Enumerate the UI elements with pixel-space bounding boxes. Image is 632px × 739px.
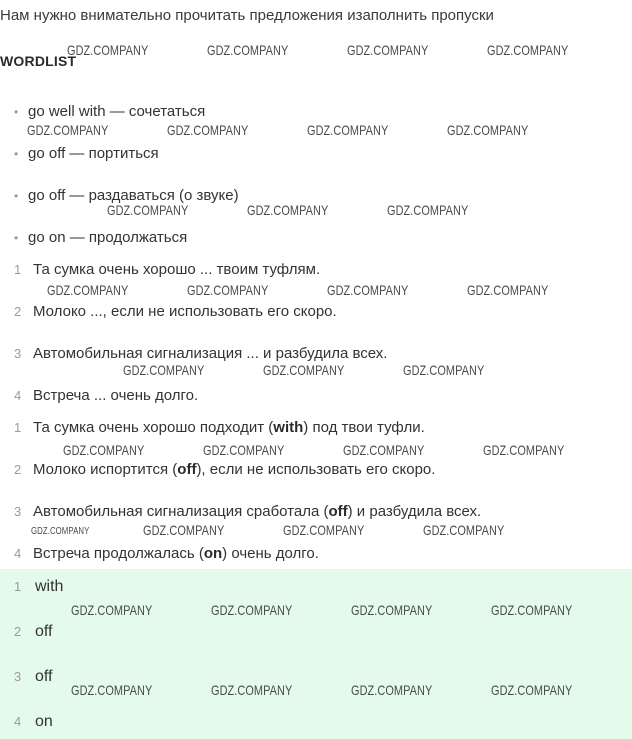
list-item [14,145,159,162]
watermark: GDZ.COMPANY [247,202,329,218]
watermark: GDZ.COMPANY [351,602,433,618]
item-text: ) и разбудила всех. [347,503,482,520]
watermark: GDZ.COMPANY [123,362,205,378]
item-text: Встреча продолжалась ( [33,545,204,562]
watermark: GDZ.COMPANY [31,526,90,537]
filled-item [14,419,425,436]
watermark: GDZ.COMPANY [447,122,529,138]
watermark: GDZ.COMPANY [107,202,189,218]
answer-item [14,713,53,731]
watermark: GDZ.COMPANY [143,522,225,538]
answer-word: off [35,668,53,685]
list-item-text: go off — раздаваться (о звуке) [28,187,239,204]
watermark: GDZ.COMPANY [71,602,153,618]
watermark: GDZ.COMPANY [207,42,289,58]
item-number: 3 [14,346,22,361]
answer-item [14,578,63,596]
watermark: GDZ.COMPANY [71,682,153,698]
list-item-text: go off — портиться [28,145,159,162]
item-number: 3 [14,504,22,519]
watermark: GDZ.COMPANY [67,42,149,58]
bullet-icon: • [14,147,19,161]
item-text: Автомобильная сигнализация ... и разбудила всех. [33,345,388,362]
watermark: GDZ.COMPANY [63,442,145,458]
watermark: GDZ.COMPANY [387,202,469,218]
wordlist-heading: WORDLIST [0,53,77,69]
filled-item [14,503,481,520]
item-number: 2 [14,462,22,477]
exercise-item [14,303,337,320]
answer-word: on [203,545,223,562]
answer-word: with [35,578,64,595]
bullet-icon: • [14,189,19,203]
item-text: ), если не использовать его скоро. [196,461,436,478]
watermark: GDZ.COMPANY [491,602,573,618]
item-number: 2 [14,304,22,319]
watermark: GDZ.COMPANY [483,442,565,458]
exercise-item [14,345,387,362]
watermark: GDZ.COMPANY [47,282,129,298]
item-text: Та сумка очень хорошо ... твоим туфлям. [33,261,321,278]
watermark: GDZ.COMPANY [211,682,293,698]
exercise-item [14,261,320,278]
exercise-item [14,387,198,404]
watermark: GDZ.COMPANY [351,682,433,698]
page-title: Нам нужно внимательно прочитать предложения изаполнить пропуски [0,7,494,24]
watermark: GDZ.COMPANY [487,42,569,58]
answer-word: off [328,503,348,520]
watermark: GDZ.COMPANY [307,122,389,138]
item-number: 3 [14,669,22,684]
item-text: ) под твои туфли. [303,419,425,436]
item-text: Встреча ... очень долго. [33,387,199,404]
watermark: GDZ.COMPANY [327,282,409,298]
item-number: 1 [14,579,22,594]
watermark: GDZ.COMPANY [263,362,345,378]
watermark: GDZ.COMPANY [491,682,573,698]
bullet-icon: • [14,105,19,119]
item-number: 1 [14,420,22,435]
answer-word: with [273,419,304,436]
item-text: Автомобильная сигнализация сработала ( [33,503,329,520]
watermark: GDZ.COMPANY [211,602,293,618]
answer-word: off [35,623,53,640]
filled-item [14,461,435,478]
list-item-text: go well with — сочетаться [28,103,206,120]
watermark: GDZ.COMPANY [347,42,429,58]
item-number: 2 [14,624,22,639]
item-text: Молоко ..., если не использовать его скоро. [33,303,337,320]
filled-item [14,545,319,562]
answer-word: on [35,713,53,730]
watermark: GDZ.COMPANY [403,362,485,378]
watermark: GDZ.COMPANY [167,122,249,138]
answers-panel [0,569,632,739]
answer-word: off [177,461,197,478]
watermark: GDZ.COMPANY [467,282,549,298]
watermark: GDZ.COMPANY [187,282,269,298]
watermark: GDZ.COMPANY [27,122,109,138]
watermark: GDZ.COMPANY [203,442,285,458]
list-item [14,103,205,120]
item-text: ) очень долго. [222,545,319,562]
list-item [14,229,187,246]
answer-item [14,623,53,641]
watermark: GDZ.COMPANY [423,522,505,538]
item-number: 1 [14,262,22,277]
item-text: Молоко испортится ( [33,461,178,478]
list-item-text: go on — продолжаться [28,229,188,246]
item-text: Та сумка очень хорошо подходит ( [33,419,274,436]
item-number: 4 [14,546,22,561]
list-item [14,187,239,204]
bullet-icon: • [14,231,19,245]
item-number: 4 [14,388,22,403]
watermark: GDZ.COMPANY [283,522,365,538]
answer-item [14,668,53,686]
watermark: GDZ.COMPANY [343,442,425,458]
item-number: 4 [14,714,22,729]
